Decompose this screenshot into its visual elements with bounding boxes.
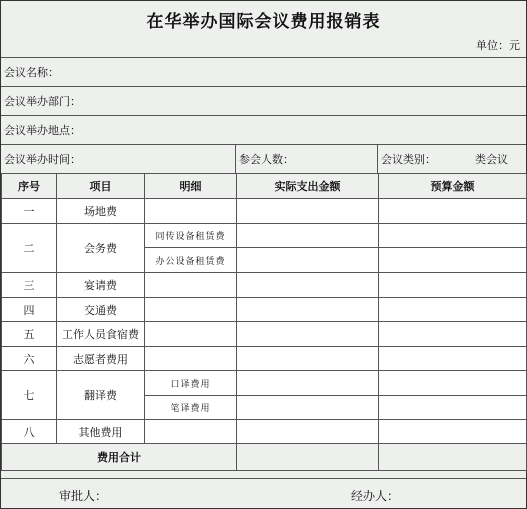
time-label: 会议举办时间：	[4, 153, 81, 166]
attendees-label: 参会人数：	[239, 153, 294, 166]
total-row	[2, 444, 527, 471]
location-row[interactable]	[1, 115, 526, 144]
header-item: 项目	[57, 174, 145, 199]
detail-cell[interactable]	[145, 347, 237, 371]
actual-amount-cell[interactable]	[237, 298, 379, 322]
row-detail: 办公设备租赁费	[145, 248, 237, 273]
meeting-name-row[interactable]	[1, 57, 526, 86]
location-label: 会议举办地点：	[4, 124, 81, 137]
row-no: 一	[2, 199, 57, 224]
budget-amount-cell[interactable]	[379, 322, 527, 347]
row-no: 八	[2, 420, 57, 444]
category-suffix: 类会议	[475, 153, 508, 166]
actual-amount-cell[interactable]	[237, 322, 379, 347]
table-row	[2, 298, 527, 322]
row-item: 场地费	[57, 199, 145, 224]
table-row	[2, 199, 527, 224]
detail-cell[interactable]	[145, 322, 237, 347]
total-budget-cell[interactable]	[379, 444, 527, 471]
form-title: 在华举办国际会议费用报销表	[146, 12, 381, 32]
budget-amount-cell[interactable]	[379, 396, 527, 420]
unit-label: 单位：元	[476, 39, 520, 52]
row-item: 会务费	[57, 224, 145, 273]
row-no: 二	[2, 224, 57, 273]
row-item: 宴请费	[57, 273, 145, 298]
signature-footer	[1, 478, 526, 509]
row-no: 六	[2, 347, 57, 371]
table-header	[2, 174, 527, 199]
row-no: 三	[2, 273, 57, 298]
total-actual-cell[interactable]	[237, 444, 379, 471]
budget-amount-cell[interactable]	[379, 248, 527, 273]
divider	[235, 145, 236, 173]
detail-cell[interactable]	[145, 199, 237, 224]
row-no: 七	[2, 371, 57, 420]
organizer-row[interactable]	[1, 86, 526, 115]
detail-cell[interactable]	[145, 273, 237, 298]
budget-amount-cell[interactable]	[379, 273, 527, 298]
row-item: 志愿者费用	[57, 347, 145, 371]
row-detail: 同传设备租赁费	[145, 224, 237, 248]
header-budget: 预算金额	[379, 174, 527, 199]
table-row	[2, 273, 527, 298]
table-row	[2, 224, 527, 248]
total-label: 费用合计	[2, 444, 237, 471]
row-item: 工作人员食宿费	[57, 322, 145, 347]
divider	[377, 145, 378, 173]
row-no: 四	[2, 298, 57, 322]
row-detail: 口译费用	[145, 371, 237, 396]
detail-cell[interactable]	[145, 298, 237, 322]
organizer-label: 会议举办部门：	[4, 95, 81, 108]
row-item: 翻译费	[57, 371, 145, 420]
table-row	[2, 420, 527, 444]
expense-table	[1, 173, 527, 471]
budget-amount-cell[interactable]	[379, 224, 527, 248]
row-no: 五	[2, 322, 57, 347]
actual-amount-cell[interactable]	[237, 224, 379, 248]
row-item: 其他费用	[57, 420, 145, 444]
budget-amount-cell[interactable]	[379, 347, 527, 371]
header-actual: 实际支出金额	[237, 174, 379, 199]
budget-amount-cell[interactable]	[379, 298, 527, 322]
meeting-name-label: 会议名称：	[4, 66, 59, 79]
actual-amount-cell[interactable]	[237, 347, 379, 371]
approver-label: 审批人：	[59, 489, 108, 503]
time-row[interactable]	[1, 144, 526, 173]
header-detail: 明细	[145, 174, 237, 199]
actual-amount-cell[interactable]	[237, 199, 379, 224]
detail-cell[interactable]	[145, 420, 237, 444]
table-row	[2, 322, 527, 347]
actual-amount-cell[interactable]	[237, 420, 379, 444]
budget-amount-cell[interactable]	[379, 371, 527, 396]
category-label: 会议类别：	[381, 153, 436, 166]
budget-amount-cell[interactable]	[379, 420, 527, 444]
budget-amount-cell[interactable]	[379, 199, 527, 224]
table-row	[2, 347, 527, 371]
row-item: 交通费	[57, 298, 145, 322]
actual-amount-cell[interactable]	[237, 273, 379, 298]
header-no: 序号	[2, 174, 57, 199]
table-row	[2, 371, 527, 396]
actual-amount-cell[interactable]	[237, 248, 379, 273]
actual-amount-cell[interactable]	[237, 371, 379, 396]
row-detail: 笔译费用	[145, 396, 237, 420]
handler-label: 经办人：	[351, 489, 400, 503]
actual-amount-cell[interactable]	[237, 396, 379, 420]
